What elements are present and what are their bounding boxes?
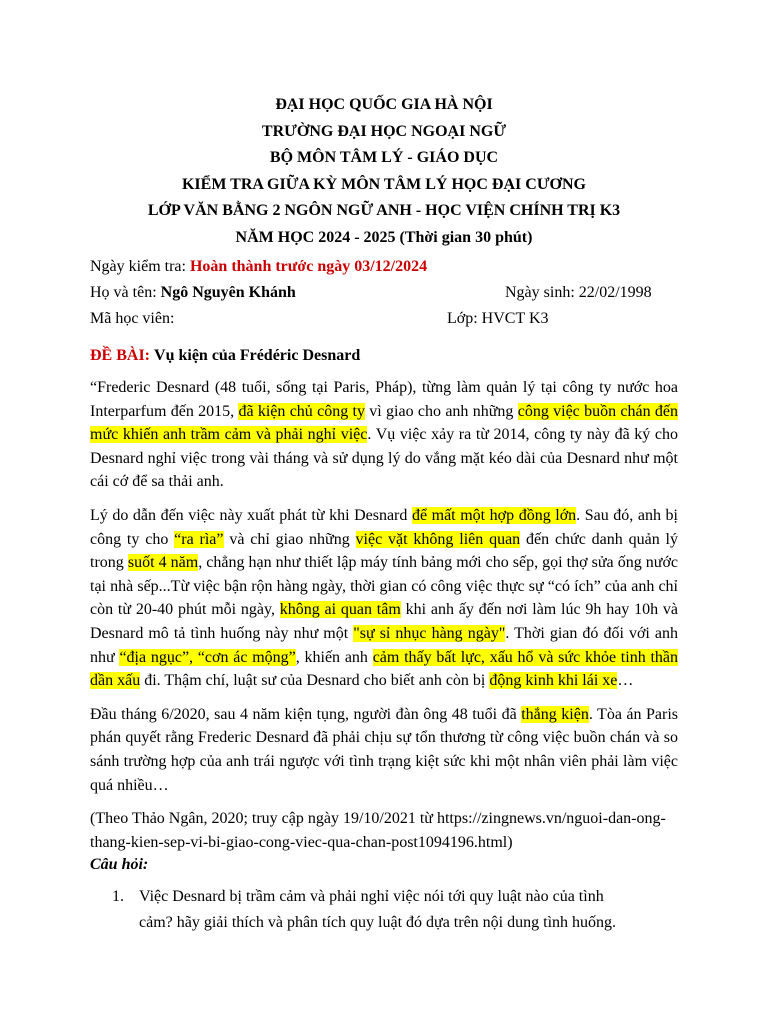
highlighted-text: “địa ngục”, “cơn ác mộng” (119, 648, 296, 666)
highlighted-text: công việc buồn chán đến mức khiến anh trầm cảm và phải nghỉ việc (90, 402, 679, 444)
highlighted-text: cảm thấy bất lực, xấu hổ và sức khỏe tinh thần dần xấu (90, 648, 679, 690)
text-run: và chỉ giao những (223, 530, 356, 548)
student-info (90, 254, 690, 332)
question-item (90, 884, 678, 936)
header-line-exam-title: KIỂM TRA GIỮA KỲ MÔN TÂM LÝ HỌC ĐẠI CƯƠNG (181, 175, 586, 193)
highlighted-text: “ra rìa” (174, 530, 224, 548)
header-line-class: LỚP VĂN BẰNG 2 NGÔN NGỮ ANH - HỌC VIỆN CHÍNH TRỊ K3 (147, 202, 621, 219)
highlighted-text: động kinh khi lái xe (489, 672, 618, 690)
text-run: vì giao cho anh những (364, 402, 518, 420)
exam-date-row (90, 254, 690, 280)
highlighted-text: để mất một hợp đồng lớn (411, 506, 577, 524)
student-id-label: Mã học viên: (90, 310, 175, 327)
question-number: 1. (112, 888, 124, 906)
highlighted-text: việc vặt không liên quan (355, 530, 521, 548)
text-run: . Tòa án Paris phán quyết rằng Frederic Desnard đã phải chịu sự tổn thương từ công việc buồn chán và so sánh trường hợp của anh trái ngược với tình trạng kiệt sức khi một nhân viên phải làm việc quá nhiều… (90, 705, 679, 794)
text-run: . Sau đó, anh bị công ty cho (90, 506, 678, 548)
exam-date-value: Hoàn thành trước ngày 03/12/2024 (189, 258, 428, 275)
header-line-school: TRƯỜNG ĐẠI HỌC NGOẠI NGỮ (261, 122, 507, 140)
text-run: … (617, 672, 634, 690)
header-line-department: BỘ MÔN TÂM LÝ - GIÁO DỤC (269, 149, 499, 166)
text-run: , khiến anh (295, 648, 373, 666)
text-run: . Thời gian đó đối với anh như (90, 624, 679, 666)
text-run: “Frederic Desnard (48 tuổi, sống tại Paris, Pháp), từng làm quản lý tại công ty nước hoa Interparfum đến 2015, (90, 379, 678, 420)
questions-heading: Câu hỏi: (90, 856, 149, 874)
task-label: ĐỀ BÀI: (90, 347, 151, 364)
task-title: Vụ kiện của Frédéric Desnard (154, 347, 361, 364)
text-run: Lý do dẫn đến việc này xuất phát từ khi Desnard (90, 506, 412, 524)
text-run: khi anh ấy đến nơi làm lúc 9h hay 10h và Desnard mô tả tình huống này như một (90, 601, 678, 642)
header-line-university: ĐẠI HỌC QUỐC GIA HÀ NỘI (275, 96, 493, 113)
header-line-year: NĂM HỌC 2024 - 2025 (Thời gian 30 phút) (235, 228, 533, 246)
text-run: đến chức danh quản lý trong (90, 530, 678, 572)
id-row (90, 306, 690, 332)
exam-date-label: Ngày kiểm tra: (90, 258, 190, 275)
student-name-value: Ngô Nguyên Khánh (160, 284, 296, 301)
exam-header (0, 92, 768, 251)
paragraph-1 (90, 376, 678, 494)
highlighted-text: thắng kiện (521, 705, 589, 723)
class-label: Lớp: HVCT K3 (447, 310, 549, 327)
highlighted-text: đã kiện chủ công ty (238, 402, 365, 420)
source-reference: (Theo Thảo Ngân, 2020; truy cập ngày 19/10/2021 từ https://zingnews.vn/nguoi-dan-ong-thang-kien-sep-vi-bi-giao-cong-viec-qua-chan-post1094196.html) (90, 810, 666, 851)
question-list (90, 884, 678, 936)
name-row (90, 280, 690, 306)
task-heading (90, 343, 360, 369)
question-line-2: cảm? hãy giải thích và phân tích quy luật đó dựa trên nội dung tình huống. (139, 914, 617, 932)
text-run: , chẳng hạn như thiết lập máy tính bảng mới cho sếp, gọi thợ sửa ống nước tại nhà sếp...Từ việc bận rộn hàng ngày, thời gian có công việc thực sự “có ích” của anh chỉ còn từ 20-40 phút mỗi ngày, (90, 554, 679, 619)
case-text (90, 376, 678, 936)
highlighted-text: không ai quan tâm (279, 601, 401, 619)
student-name-label: Họ và tên: (90, 284, 161, 301)
highlighted-text: suốt 4 năm (127, 554, 199, 572)
question-line-1: Việc Desnard bị trầm cảm và phải nghỉ việc nói tới quy luật nào của tình (139, 888, 604, 906)
date-of-birth: Ngày sinh: 22/02/1998 (505, 284, 652, 301)
text-run: đi. Thậm chí, luật sư của Desnard cho biết anh còn bị (140, 672, 490, 690)
highlighted-text: "sự sỉ nhục hàng ngày" (353, 624, 506, 642)
text-run: Đầu tháng 6/2020, sau 4 năm kiện tụng, người đàn ông 48 tuổi đã (90, 705, 522, 723)
text-run: . Vụ việc xảy ra từ 2014, công ty này đã ký cho Desnard nghỉ việc trong vài tháng và sử dụng lý do vắng mặt kéo dài của Desnard như một cái cớ để sa thải anh. (90, 426, 679, 491)
paragraph-2 (90, 504, 678, 693)
paragraph-3 (90, 703, 678, 797)
